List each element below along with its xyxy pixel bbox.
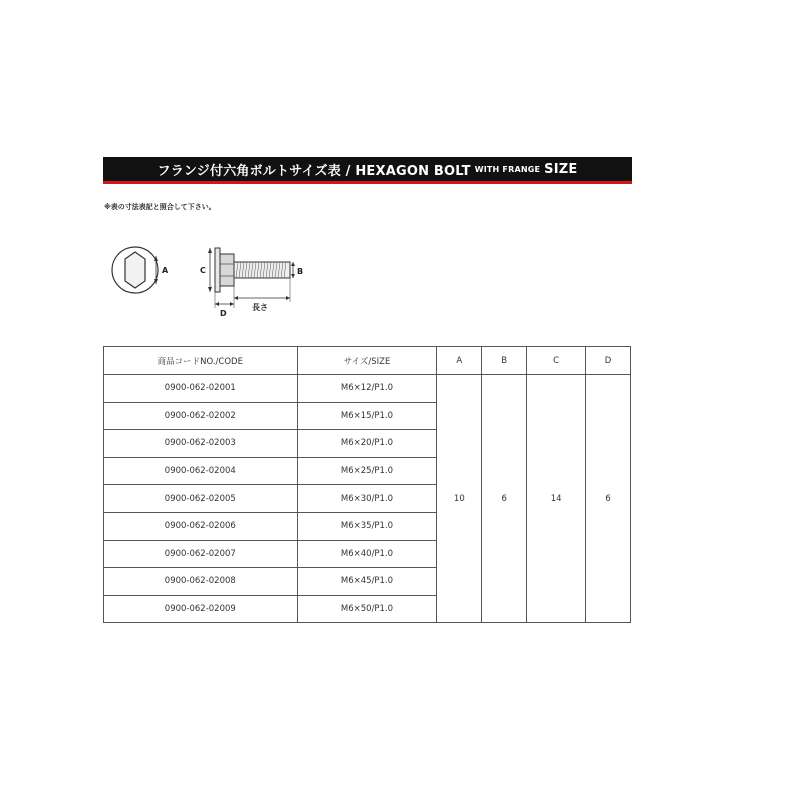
cell-size: M6×12/P1.0 — [297, 375, 437, 403]
cell-code: 0900-062-02003 — [104, 430, 298, 458]
cell-size: M6×35/P1.0 — [297, 512, 437, 540]
cell-size: M6×25/P1.0 — [297, 457, 437, 485]
label-c: C — [200, 266, 206, 275]
table-header-row — [104, 347, 631, 375]
label-a: A — [162, 266, 169, 275]
header-c: C — [527, 347, 586, 375]
bolt-diagram — [100, 240, 310, 320]
label-length: 長さ — [252, 303, 268, 312]
cell-code: 0900-062-02009 — [104, 595, 298, 623]
cell-code: 0900-062-02007 — [104, 540, 298, 568]
size-note: ※表の寸法表記と照合して下さい。 — [104, 203, 216, 211]
cell-code: 0900-062-02005 — [104, 485, 298, 513]
header-code: 商品コードNO./CODE — [104, 347, 298, 375]
cell-code: 0900-062-02006 — [104, 512, 298, 540]
bolt-side-view — [208, 248, 295, 308]
cell-code: 0900-062-02001 — [104, 375, 298, 403]
label-b: B — [297, 267, 304, 276]
title-main: フランジ付六角ボルトサイズ表 / HEXAGON BOLT — [157, 163, 471, 179]
cell-size: M6×20/P1.0 — [297, 430, 437, 458]
cell-size: M6×45/P1.0 — [297, 568, 437, 596]
cell-size: M6×40/P1.0 — [297, 540, 437, 568]
header-a: A — [437, 347, 482, 375]
table-row — [104, 375, 631, 403]
cell-d: 6 — [586, 375, 631, 623]
bolt-end-view — [112, 247, 158, 293]
cell-size: M6×15/P1.0 — [297, 402, 437, 430]
cell-size: M6×30/P1.0 — [297, 485, 437, 513]
title-end: SIZE — [544, 161, 578, 177]
header-b: B — [482, 347, 527, 375]
title-small: WITH FRANGE — [474, 164, 541, 174]
cell-code: 0900-062-02004 — [104, 457, 298, 485]
header-d: D — [586, 347, 631, 375]
cell-c: 14 — [527, 375, 586, 623]
size-table — [103, 346, 631, 623]
label-d: D — [220, 309, 227, 318]
cell-b: 6 — [482, 375, 527, 623]
cell-code: 0900-062-02008 — [104, 568, 298, 596]
page-title — [103, 157, 632, 184]
cell-code: 0900-062-02002 — [104, 402, 298, 430]
bolt-diagram-svg — [100, 240, 310, 320]
header-size: サイズ/SIZE — [297, 347, 437, 375]
cell-a: 10 — [437, 375, 482, 623]
cell-size: M6×50/P1.0 — [297, 595, 437, 623]
